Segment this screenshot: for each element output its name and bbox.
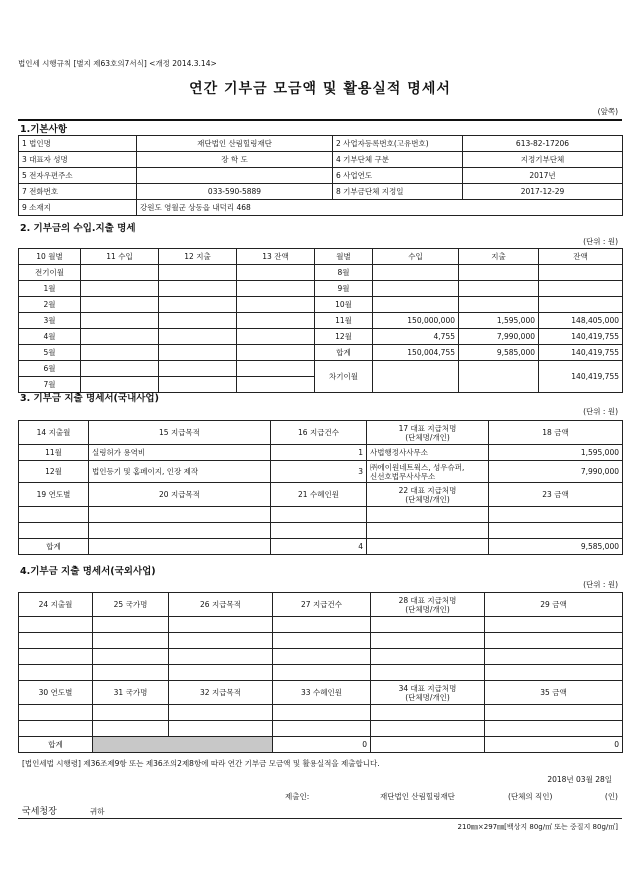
submitter-name: 재단법인 산림힐링재단 xyxy=(380,792,455,801)
empty-cell xyxy=(169,721,273,737)
column-header: 월별 xyxy=(315,249,373,265)
table-row xyxy=(19,421,623,445)
balance-cell xyxy=(237,297,315,313)
empty-cell xyxy=(271,507,367,523)
empty-cell xyxy=(371,649,485,665)
data-cell: 7,990,000 xyxy=(489,461,623,483)
section4-unit: (단위 : 원) xyxy=(583,580,618,589)
bottom-rule xyxy=(18,818,622,819)
empty-cell xyxy=(19,507,89,523)
field-label: 7 전화번호 xyxy=(19,184,137,200)
seal-mark: (인) xyxy=(604,792,618,801)
column-header: 22 대표 지급처명 (단체명/개인) xyxy=(367,483,489,507)
field-label: 1 법인명 xyxy=(19,136,137,152)
income-cell: 150,004,755 xyxy=(373,345,459,361)
expense-cell xyxy=(459,361,539,393)
table-row xyxy=(19,249,623,265)
form-title: 연간 기부금 모금액 및 활용실적 명세서 xyxy=(189,81,451,97)
month-label: 합계 xyxy=(315,345,373,361)
data-cell: 12월 xyxy=(19,461,89,483)
total-cell: 0 xyxy=(273,737,371,753)
field-value: 재단법인 산림힐링재단 xyxy=(137,136,333,152)
regulation-text: 법인세 시행규칙 [별지 제63호의7서식] <개정 2014.3.14> xyxy=(18,59,217,68)
empty-cell xyxy=(19,617,93,633)
data-cell: 사법행정사사무소 xyxy=(367,445,489,461)
empty-cell xyxy=(273,705,371,721)
income-cell: 4,755 xyxy=(373,329,459,345)
income-cell xyxy=(81,265,159,281)
month-label: 5월 xyxy=(19,345,81,361)
empty-cell xyxy=(93,705,169,721)
empty-cell xyxy=(19,721,93,737)
balance-cell xyxy=(237,345,315,361)
field-value: 613-82-17206 xyxy=(463,136,623,152)
expense-cell xyxy=(459,297,539,313)
seal-note: (단체의 직인) xyxy=(508,792,553,801)
empty-cell xyxy=(19,523,89,539)
month-label: 4월 xyxy=(19,329,81,345)
statement-text: [법인세법 시행령] 제36조제9항 또는 제36조의2제8항에 따라 연간 기부금 모금액 및 활용실적을 제출합니다. xyxy=(22,759,380,768)
column-header: 21 수혜인원 xyxy=(271,483,367,507)
income-cell xyxy=(373,281,459,297)
month-label: 6월 xyxy=(19,361,81,377)
table-row xyxy=(19,184,623,200)
empty-cell xyxy=(273,665,371,681)
total-cell: 9,585,000 xyxy=(489,539,623,555)
empty-cell xyxy=(169,617,273,633)
expense-cell xyxy=(159,345,237,361)
column-header: 20 지급목적 xyxy=(89,483,271,507)
balance-cell: 140,419,755 xyxy=(539,345,623,361)
total-cell: 4 xyxy=(271,539,367,555)
total-cell xyxy=(93,737,273,753)
column-header: 35 금액 xyxy=(485,681,623,705)
empty-cell xyxy=(169,649,273,665)
expense-cell xyxy=(159,361,237,377)
column-header: 11 수입 xyxy=(81,249,159,265)
column-header: 23 금액 xyxy=(489,483,623,507)
expense-cell xyxy=(459,281,539,297)
empty-cell xyxy=(367,507,489,523)
column-header: 27 지급건수 xyxy=(273,593,371,617)
column-header: 16 지급건수 xyxy=(271,421,367,445)
column-header: 15 지급목적 xyxy=(89,421,271,445)
column-header: 19 연도별 xyxy=(19,483,89,507)
expense-cell xyxy=(159,377,237,393)
field-label: 9 소재지 xyxy=(19,200,137,216)
top-rule xyxy=(18,119,622,121)
income-cell xyxy=(81,345,159,361)
empty-cell xyxy=(367,523,489,539)
table-row xyxy=(19,483,623,507)
empty-cell xyxy=(169,705,273,721)
section1-title: 1.기본사항 xyxy=(20,124,67,135)
empty-cell xyxy=(485,705,623,721)
table-row xyxy=(19,265,623,281)
balance-cell xyxy=(539,265,623,281)
column-header: 지출 xyxy=(459,249,539,265)
income-cell: 150,000,000 xyxy=(373,313,459,329)
column-header: 29 금액 xyxy=(485,593,623,617)
addressee: 국세청장 xyxy=(22,807,57,817)
expense-cell xyxy=(159,265,237,281)
table-row xyxy=(19,152,623,168)
section4-title: 4.기부금 지출 명세서(국외사업) xyxy=(20,566,156,577)
page-side: (앞쪽) xyxy=(597,107,618,116)
empty-cell xyxy=(93,665,169,681)
income-expense-table xyxy=(18,248,623,393)
empty-cell xyxy=(485,721,623,737)
table-row xyxy=(19,649,623,665)
income-cell xyxy=(81,361,159,377)
data-cell: 1 xyxy=(271,445,367,461)
table-row xyxy=(19,136,623,152)
table-row xyxy=(19,617,623,633)
empty-cell xyxy=(93,721,169,737)
expense-cell xyxy=(459,265,539,281)
addressee-honorific: 귀하 xyxy=(90,807,105,816)
column-header: 12 지출 xyxy=(159,249,237,265)
table-row xyxy=(19,665,623,681)
month-label: 8월 xyxy=(315,265,373,281)
income-cell xyxy=(81,297,159,313)
empty-cell xyxy=(485,649,623,665)
month-label: 12월 xyxy=(315,329,373,345)
table-row xyxy=(19,345,623,361)
expense-cell: 7,990,000 xyxy=(459,329,539,345)
table-row xyxy=(19,281,623,297)
table-row xyxy=(19,721,623,737)
empty-cell xyxy=(371,721,485,737)
table-row xyxy=(19,461,623,483)
empty-cell xyxy=(89,523,271,539)
field-label: 4 기부단체 구분 xyxy=(333,152,463,168)
field-label: 5 전자우편주소 xyxy=(19,168,137,184)
balance-cell: 140,419,755 xyxy=(539,361,623,393)
expense-cell: 1,595,000 xyxy=(459,313,539,329)
table-row xyxy=(19,313,623,329)
table-row xyxy=(19,523,623,539)
field-value: 033-590-5889 xyxy=(137,184,333,200)
balance-cell xyxy=(539,281,623,297)
expense-cell: 9,585,000 xyxy=(459,345,539,361)
empty-cell xyxy=(273,617,371,633)
month-label: 9월 xyxy=(315,281,373,297)
field-label: 3 대표자 성명 xyxy=(19,152,137,168)
total-cell xyxy=(371,737,485,753)
section3-unit: (단위 : 원) xyxy=(583,407,618,416)
column-header: 26 지급목적 xyxy=(169,593,273,617)
expense-cell xyxy=(159,281,237,297)
month-label: 10월 xyxy=(315,297,373,313)
data-cell: 3 xyxy=(271,461,367,483)
empty-cell xyxy=(489,507,623,523)
month-label: 1월 xyxy=(19,281,81,297)
overseas-expense-table xyxy=(18,592,623,753)
field-value: 장 학 도 xyxy=(137,152,333,168)
balance-cell: 148,405,000 xyxy=(539,313,623,329)
column-header: 25 국가명 xyxy=(93,593,169,617)
table-row xyxy=(19,593,623,617)
empty-cell xyxy=(485,617,623,633)
section2-title: 2. 기부금의 수입.지출 명세 xyxy=(20,223,136,234)
month-label: 전기이월 xyxy=(19,265,81,281)
income-cell xyxy=(373,265,459,281)
table-row xyxy=(19,297,623,313)
field-label: 2 사업자등록번호(고유번호) xyxy=(333,136,463,152)
data-cell: ㈜에이원네트웍스, 성우슈퍼, 신선호법무사사무소 xyxy=(367,461,489,483)
total-cell: 합계 xyxy=(19,737,93,753)
column-header: 31 국가명 xyxy=(93,681,169,705)
empty-cell xyxy=(19,633,93,649)
table-row xyxy=(19,361,623,377)
income-cell xyxy=(81,313,159,329)
submit-date: 2018년 03월 28일 xyxy=(547,775,612,784)
empty-cell xyxy=(169,633,273,649)
column-header: 18 금액 xyxy=(489,421,623,445)
table-row xyxy=(19,539,623,555)
column-header: 32 지급목적 xyxy=(169,681,273,705)
data-cell: 법인등기 및 홈페이지, 인장 제작 xyxy=(89,461,271,483)
empty-cell xyxy=(485,665,623,681)
month-label: 7월 xyxy=(19,377,81,393)
column-header: 수입 xyxy=(373,249,459,265)
balance-cell: 140,419,755 xyxy=(539,329,623,345)
total-cell xyxy=(367,539,489,555)
empty-cell xyxy=(19,649,93,665)
table-row xyxy=(19,507,623,523)
column-header: 14 지출월 xyxy=(19,421,89,445)
field-label: 8 기부금단체 지정일 xyxy=(333,184,463,200)
column-header: 28 대표 지급처명 (단체명/개인) xyxy=(371,593,485,617)
column-header: 잔액 xyxy=(539,249,623,265)
column-header: 13 잔액 xyxy=(237,249,315,265)
balance-cell xyxy=(539,297,623,313)
table-row xyxy=(19,705,623,721)
balance-cell xyxy=(237,329,315,345)
empty-cell xyxy=(19,705,93,721)
empty-cell xyxy=(169,665,273,681)
empty-cell xyxy=(371,633,485,649)
section3-title: 3. 기부금 지출 명세서(국내사업) xyxy=(20,393,159,404)
empty-cell xyxy=(93,633,169,649)
table-row xyxy=(19,200,623,216)
data-cell: 1,595,000 xyxy=(489,445,623,461)
balance-cell xyxy=(237,361,315,377)
empty-cell xyxy=(371,617,485,633)
field-value xyxy=(137,168,333,184)
table-row xyxy=(19,445,623,461)
section2-unit: (단위 : 원) xyxy=(583,237,618,246)
balance-cell xyxy=(237,265,315,281)
column-header: 24 지출월 xyxy=(19,593,93,617)
data-cell: 11월 xyxy=(19,445,89,461)
field-value: 2017년 xyxy=(463,168,623,184)
field-value: 2017-12-29 xyxy=(463,184,623,200)
total-cell: 합계 xyxy=(19,539,89,555)
month-label: 2월 xyxy=(19,297,81,313)
table-row xyxy=(19,681,623,705)
income-cell xyxy=(81,281,159,297)
column-header: 30 연도별 xyxy=(19,681,93,705)
submitter-label: 제출인: xyxy=(285,792,310,801)
income-cell xyxy=(81,329,159,345)
empty-cell xyxy=(271,523,367,539)
paper-spec: 210㎜×297㎜[백상지 80g/㎡ 또는 중질지 80g/㎡] xyxy=(457,823,618,831)
table-row xyxy=(19,168,623,184)
empty-cell xyxy=(89,507,271,523)
field-value: 강원도 영월군 상동읍 내덕리 468 xyxy=(137,200,623,216)
column-header: 34 대표 지급처명 (단체명/개인) xyxy=(371,681,485,705)
empty-cell xyxy=(93,649,169,665)
total-cell xyxy=(89,539,271,555)
empty-cell xyxy=(93,617,169,633)
total-cell: 0 xyxy=(485,737,623,753)
empty-cell xyxy=(273,633,371,649)
carryover-label: 차기이월 xyxy=(315,361,373,393)
domestic-expense-table xyxy=(18,420,623,555)
balance-cell xyxy=(237,313,315,329)
field-label: 6 사업연도 xyxy=(333,168,463,184)
empty-cell xyxy=(485,633,623,649)
empty-cell xyxy=(371,665,485,681)
expense-cell xyxy=(159,329,237,345)
month-label: 11월 xyxy=(315,313,373,329)
balance-cell xyxy=(237,377,315,393)
income-cell xyxy=(373,361,459,393)
data-cell: 실링허가 용역비 xyxy=(89,445,271,461)
income-cell xyxy=(373,297,459,313)
empty-cell xyxy=(371,705,485,721)
balance-cell xyxy=(237,281,315,297)
column-header: 17 대표 지급처명 (단체명/개인) xyxy=(367,421,489,445)
empty-cell xyxy=(19,665,93,681)
basic-info-table xyxy=(18,135,623,216)
column-header: 10 월별 xyxy=(19,249,81,265)
expense-cell xyxy=(159,297,237,313)
empty-cell xyxy=(273,649,371,665)
field-value: 지정기부단체 xyxy=(463,152,623,168)
table-row xyxy=(19,329,623,345)
column-header: 33 수혜인원 xyxy=(273,681,371,705)
empty-cell xyxy=(273,721,371,737)
month-label: 3월 xyxy=(19,313,81,329)
empty-cell xyxy=(489,523,623,539)
expense-cell xyxy=(159,313,237,329)
table-row xyxy=(19,737,623,753)
table-row xyxy=(19,633,623,649)
